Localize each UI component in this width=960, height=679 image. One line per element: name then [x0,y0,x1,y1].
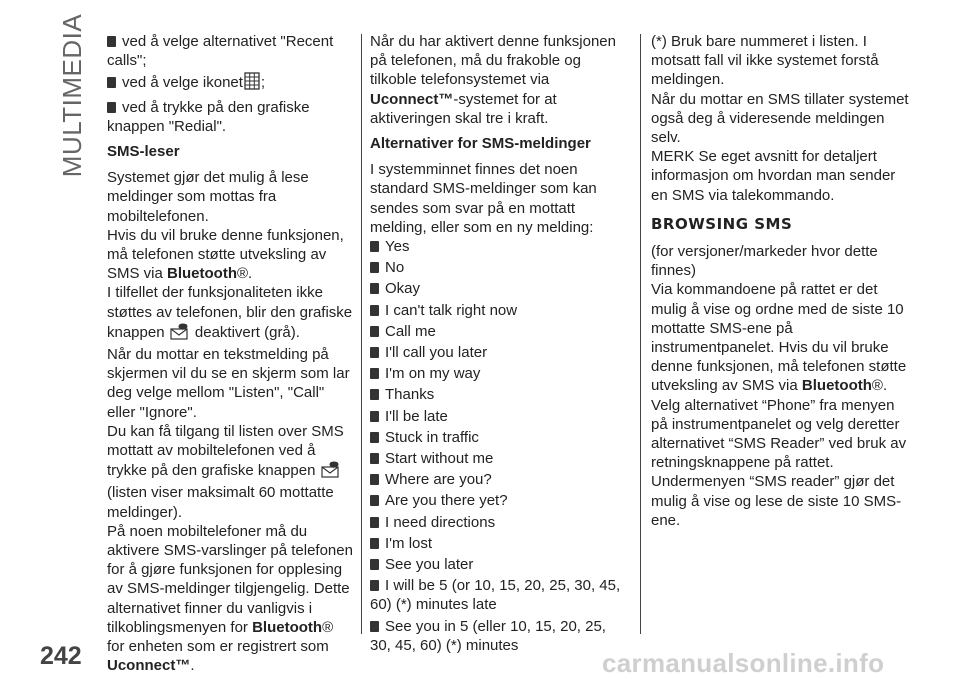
list-item: Are you there yet? [370,491,630,510]
paragraph: I systemminnet finnes det noen standard SMS-meldinger som kan sendes som svar på en mottatt melding, eller som en ny melding: [370,161,597,236]
bullet-square-icon [370,262,379,273]
list-item: See you later [370,555,630,574]
paragraph: Når du mottar en SMS tillater systemet også deg å videresende meldingen selv. [651,90,909,147]
list-item: ved å velge ikonet ; [107,72,353,95]
list-item: I will be 5 (or 10, 15, 20, 25, 30, 45, 60) (*) minutes late [370,577,621,614]
paragraph: Du kan få tilgang til listen over SMS mottatt av mobiltelefonen ved å trykke på den grafiske knappen (listen viser maksimalt 60 mottatte meldinger). [107,422,344,521]
paragraph: (*) Bruk bare nummeret i listen. I motsatt fall vil ikke systemet forstå meldingen. [651,33,879,89]
paragraph: Velg alternativet “Phone” fra menyen på instrumentpanelet og velg deretter alternativet “SMS Reader” ved bruk av retningsknappene på rattet. [651,396,907,472]
paragraph: Via kommandoene på rattet er det mulig å vise og ordne med de siste 10 mottatte SMS-ene på instrumentpanelet. Hvis du vil bruke denne funksjonen, må telefonen støtte utveksling av SMS via Bluetooth®. [651,281,907,395]
paragraph: (for versjoner/markeder hvor dette finnes) [651,243,878,280]
watermark: carmanualsonline.info [602,648,885,678]
list-item: I can't talk right now [370,301,630,320]
bullet-square-icon [370,305,379,316]
list-item: Call me [370,322,630,341]
bullet-square-icon [370,453,379,464]
bullet-square-icon [370,517,379,528]
list-item: I'm on my way [370,364,630,383]
bullet-square-icon [370,495,379,506]
page-number: 242 [40,642,82,670]
list-item: I'll call you later [370,343,630,362]
bullet-square-icon [370,559,379,570]
column-1 [107,32,353,676]
section-heading: Alternativer for SMS-meldinger [370,135,591,153]
paragraph: MERK Se eget avsnitt for detaljert informasjon om hvordan man sender en SMS via talekommando. [651,148,896,204]
list-item: ved å trykke på den grafiske knappen "Redial". [107,98,310,135]
list-item: Thanks [370,385,630,404]
paragraph: Systemet gjør det mulig å lese meldinger som mottas fra mobiltelefonen. [107,169,309,225]
list-item: I'll be late [370,407,630,426]
bullet-square-icon [370,368,379,379]
bullet-square-icon [370,326,379,337]
bullet-square-icon [370,347,379,358]
section-heading: BROWSING SMS [651,214,793,233]
bullet-square-icon [370,432,379,443]
sms-message-list [370,237,630,655]
bullet-square-icon [107,36,116,47]
bullet-square-icon [370,580,379,591]
list-item: Yes [370,237,630,256]
bullet-square-icon [370,474,379,485]
list-item: Okay [370,279,630,298]
bullet-square-icon [370,411,379,422]
paragraph: I tilfellet der funksjonaliteten ikke støttes av telefonen, blir den grafiske knappen deaktivert (grå). [107,283,353,345]
list-item: See you in 5 (eller 10, 15, 20, 25, 30, 45, 60) (*) minutes [370,617,606,654]
sms-envelope-icon [170,322,190,345]
list-item: Start without me [370,449,630,468]
list-item: ved å velge alternativet "Recent calls"; [107,33,334,70]
paragraph: Når du har aktivert denne funksjonen på telefonen, må du frakoble og tilkoble telefonsystemet via Uconnect™-systemet for at aktiveringen skal tre i kraft. [370,33,616,127]
list-item: Where are you? [370,470,630,489]
paragraph: Hvis du vil bruke denne funksjonen, må telefonen støtte utveksling av SMS via Bluetooth®. [107,226,344,283]
list-item: I need directions [370,513,630,532]
column-divider-2 [640,34,641,634]
keypad-grid-icon [244,72,260,95]
bullet-square-icon [370,538,379,549]
column-3 [651,32,911,530]
sms-envelope-icon [321,460,341,483]
paragraph: Når du mottar en tekstmelding på skjermen vil du se en skjerm som lar deg velge mellom "Listen", "Call" eller "Ignore". [107,346,350,421]
bullet-square-icon [107,77,116,88]
bullet-square-icon [107,102,116,113]
section-side-label: MULTIMEDIA [57,13,88,177]
paragraph: Undermenyen “SMS reader” gjør det mulig å vise og lese de siste 10 SMS-ene. [651,473,902,529]
bullet-square-icon [370,283,379,294]
column-2 [370,32,630,657]
list-item: Stuck in traffic [370,428,630,447]
list-item: No [370,258,630,277]
bullet-square-icon [370,621,379,632]
section-heading: SMS-leser [107,143,180,161]
list-item: I'm lost [370,534,630,553]
paragraph: På noen mobiltelefoner må du aktivere SMS-varslinger på telefonen for å gjøre funksjonen for opplesing av SMS-meldinger tilgjengelig. Dette alternativet finner du vanligvis i tilkoblingsmenyen for Bluetooth® for enheten som er registrert som Uconnect™. [107,522,353,675]
bullet-square-icon [370,389,379,400]
bullet-square-icon [370,241,379,252]
column-divider-1 [361,34,362,634]
